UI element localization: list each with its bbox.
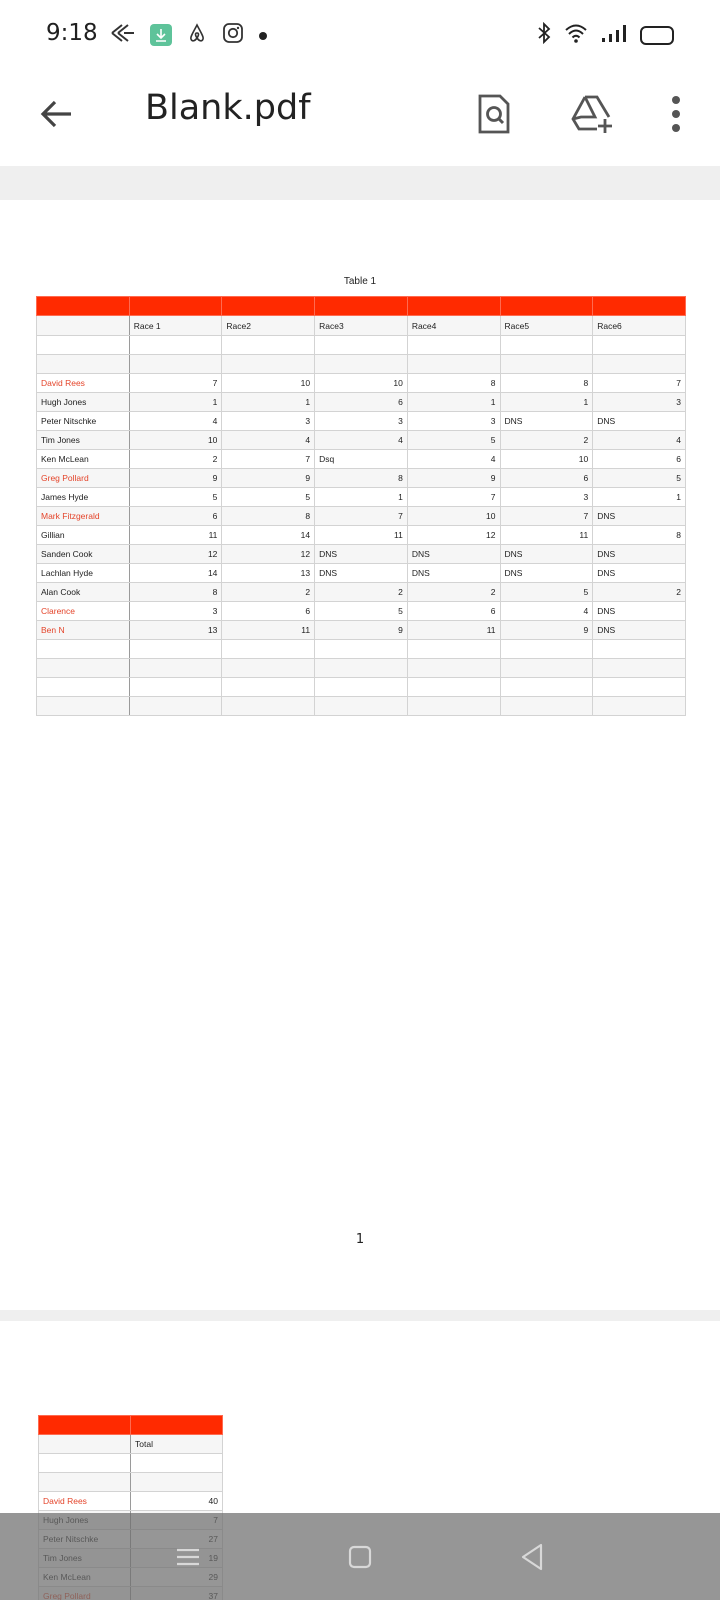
result-cell: 3 <box>315 412 408 431</box>
table-title: Table 1 <box>343 276 377 287</box>
table-cell <box>593 640 686 659</box>
header-band-cell <box>315 297 408 316</box>
result-cell: 4 <box>593 431 686 450</box>
result-cell: 2 <box>500 431 593 450</box>
empty-row <box>39 1454 223 1473</box>
result-cell: 4 <box>500 602 593 621</box>
column-header-cell: Race6 <box>593 316 686 336</box>
table-cell <box>407 697 500 716</box>
table-cell <box>593 659 686 678</box>
empty-row <box>37 640 686 659</box>
table-row <box>37 621 686 640</box>
home-button[interactable] <box>336 1533 384 1581</box>
result-cell: 4 <box>407 450 500 469</box>
table-cell <box>222 336 315 355</box>
table-cell <box>407 678 500 697</box>
table-row <box>37 393 686 412</box>
result-cell: 13 <box>129 621 222 640</box>
download-icon <box>150 24 172 46</box>
table-cell <box>129 640 222 659</box>
result-cell: 5 <box>129 488 222 507</box>
table-row <box>37 412 686 431</box>
table-cell <box>129 697 222 716</box>
dot-icon <box>258 26 268 45</box>
search-document-button[interactable] <box>468 88 520 140</box>
table-cell <box>39 1473 131 1492</box>
table-cell <box>500 678 593 697</box>
wifi-icon <box>564 23 588 47</box>
result-cell: 1 <box>593 488 686 507</box>
result-cell: 14 <box>222 526 315 545</box>
notification-icons <box>110 22 268 48</box>
table-row <box>37 374 686 393</box>
table-cell <box>222 640 315 659</box>
instagram-icon <box>222 22 244 48</box>
racer-name-cell: David Rees <box>37 374 130 393</box>
table-cell <box>593 697 686 716</box>
result-cell: 3 <box>500 488 593 507</box>
racer-name-cell: Greg Pollard <box>37 469 130 488</box>
table-cell <box>37 678 130 697</box>
table-cell <box>500 697 593 716</box>
table-cell <box>131 1473 223 1492</box>
table-cell <box>315 678 408 697</box>
status-time: 9:18 <box>46 20 98 46</box>
result-cell: 10 <box>129 431 222 450</box>
result-cell: DNS <box>593 507 686 526</box>
result-cell: 7 <box>500 507 593 526</box>
more-vert-icon <box>670 94 682 134</box>
column-header-cell: Race5 <box>500 316 593 336</box>
racer-name-cell: Gillian <box>37 526 130 545</box>
table-row <box>37 488 686 507</box>
column-header-cell <box>37 316 130 336</box>
result-cell: 9 <box>315 621 408 640</box>
table-row <box>37 507 686 526</box>
result-cell: 13 <box>222 564 315 583</box>
result-cell: 14 <box>129 564 222 583</box>
back-triangle-icon <box>518 1542 546 1572</box>
result-cell: 5 <box>407 431 500 450</box>
table-cell <box>315 640 408 659</box>
result-cell: 7 <box>407 488 500 507</box>
back-button[interactable] <box>30 88 82 140</box>
table-row <box>37 526 686 545</box>
result-cell: 7 <box>593 374 686 393</box>
result-cell: 10 <box>500 450 593 469</box>
empty-row <box>37 336 686 355</box>
result-cell: 2 <box>407 583 500 602</box>
racer-name-cell: Alan Cook <box>37 583 130 602</box>
table-cell <box>315 336 408 355</box>
header-band-cell <box>500 297 593 316</box>
result-cell: DNS <box>407 545 500 564</box>
header-band-cell <box>37 297 130 316</box>
column-header-row <box>39 1435 223 1454</box>
system-icons <box>536 22 674 48</box>
result-cell: 9 <box>500 621 593 640</box>
result-cell: 6 <box>593 450 686 469</box>
racer-name-cell: Clarence <box>37 602 130 621</box>
result-cell: 11 <box>222 621 315 640</box>
result-cell: 8 <box>593 526 686 545</box>
table-cell <box>37 697 130 716</box>
airbnb-icon <box>186 22 208 48</box>
result-cell: Dsq <box>315 450 408 469</box>
result-cell: 7 <box>315 507 408 526</box>
racer-name-cell: Peter Nitschke <box>37 412 130 431</box>
result-cell: 2 <box>593 583 686 602</box>
pdf-viewer[interactable] <box>0 166 720 1600</box>
result-cell: 5 <box>222 488 315 507</box>
table-cell <box>129 336 222 355</box>
result-cell: DNS <box>407 564 500 583</box>
recents-button[interactable] <box>164 1533 212 1581</box>
result-cell: DNS <box>593 621 686 640</box>
table-row <box>37 431 686 450</box>
result-cell: DNS <box>315 564 408 583</box>
table-cell <box>222 678 315 697</box>
result-cell: DNS <box>593 545 686 564</box>
table-row <box>39 1492 223 1511</box>
pdf-page-1 <box>0 200 720 1310</box>
table-header-band <box>37 297 686 316</box>
header-band-cell <box>222 297 315 316</box>
result-cell: 9 <box>129 469 222 488</box>
racer-name-cell: James Hyde <box>37 488 130 507</box>
table-header-band <box>39 1416 223 1435</box>
result-cell: 5 <box>500 583 593 602</box>
home-icon <box>346 1543 374 1571</box>
result-cell: 9 <box>222 469 315 488</box>
racer-name-cell: Mark Fitzgerald <box>37 507 130 526</box>
result-cell: 6 <box>129 507 222 526</box>
more-options-button[interactable] <box>650 88 702 140</box>
table-row <box>37 545 686 564</box>
table-cell <box>315 697 408 716</box>
result-cell: 7 <box>129 374 222 393</box>
result-cell: 5 <box>315 602 408 621</box>
result-cell: 3 <box>593 393 686 412</box>
table-cell <box>500 336 593 355</box>
add-to-drive-icon <box>569 93 615 135</box>
arrow-back-icon <box>38 96 74 132</box>
result-cell: 5 <box>593 469 686 488</box>
racer-name-cell: Tim Jones <box>37 431 130 450</box>
table-cell <box>315 355 408 374</box>
racer-name-cell: Ben N <box>37 621 130 640</box>
table-row <box>37 450 686 469</box>
result-cell: 8 <box>407 374 500 393</box>
result-cell: 6 <box>315 393 408 412</box>
table-cell <box>129 678 222 697</box>
table-cell <box>407 640 500 659</box>
status-bar <box>0 0 720 70</box>
column-header-cell: Race3 <box>315 316 408 336</box>
result-cell: 1 <box>315 488 408 507</box>
result-cell: 12 <box>129 545 222 564</box>
result-cell: 4 <box>129 412 222 431</box>
result-cell: DNS <box>593 412 686 431</box>
search-document-icon <box>476 92 512 136</box>
table-cell <box>407 336 500 355</box>
table-cell <box>407 355 500 374</box>
racer-name-cell: Sanden Cook <box>37 545 130 564</box>
header-band-cell <box>39 1416 131 1435</box>
table-cell <box>129 355 222 374</box>
table-row <box>37 583 686 602</box>
result-cell: 12 <box>222 545 315 564</box>
racer-name-cell: Lachlan Hyde <box>37 564 130 583</box>
racer-name-cell: David Rees <box>39 1492 131 1511</box>
result-cell: 2 <box>315 583 408 602</box>
table-cell <box>593 678 686 697</box>
result-cell: DNS <box>315 545 408 564</box>
result-cell: 6 <box>407 602 500 621</box>
result-cell: 11 <box>129 526 222 545</box>
result-cell: 10 <box>222 374 315 393</box>
column-header-cell: Race2 <box>222 316 315 336</box>
table-cell <box>129 659 222 678</box>
result-cell: 4 <box>222 431 315 450</box>
result-cell: DNS <box>593 564 686 583</box>
empty-row <box>39 1473 223 1492</box>
table-cell <box>500 640 593 659</box>
bluetooth-icon <box>536 22 552 48</box>
results-table <box>36 296 686 716</box>
page-number: 1 <box>355 1232 365 1247</box>
column-header-cell: Race4 <box>407 316 500 336</box>
table-cell <box>39 1454 131 1473</box>
table-cell <box>500 659 593 678</box>
result-cell: 3 <box>222 412 315 431</box>
table-cell <box>407 659 500 678</box>
total-cell: 40 <box>131 1492 223 1511</box>
result-cell: 8 <box>222 507 315 526</box>
result-cell: DNS <box>500 545 593 564</box>
document-title: Blank.pdf <box>145 88 311 128</box>
result-cell: 8 <box>129 583 222 602</box>
table-row <box>37 602 686 621</box>
header-band-cell <box>593 297 686 316</box>
result-cell: 7 <box>222 450 315 469</box>
table-cell <box>37 640 130 659</box>
result-cell: 3 <box>129 602 222 621</box>
table-cell <box>222 355 315 374</box>
result-cell: 12 <box>407 526 500 545</box>
result-cell: 9 <box>407 469 500 488</box>
result-cell: 2 <box>129 450 222 469</box>
result-cell: 6 <box>500 469 593 488</box>
result-cell: 11 <box>315 526 408 545</box>
battery-icon <box>640 26 674 45</box>
result-cell: 8 <box>315 469 408 488</box>
result-cell: 10 <box>407 507 500 526</box>
add-to-drive-button[interactable] <box>566 88 618 140</box>
app-bar <box>0 70 720 166</box>
table-cell <box>593 336 686 355</box>
result-cell: 1 <box>500 393 593 412</box>
result-cell: 8 <box>500 374 593 393</box>
signal-icon <box>600 23 628 47</box>
racer-name-cell: Hugh Jones <box>37 393 130 412</box>
header-band-cell <box>407 297 500 316</box>
table-row <box>37 564 686 583</box>
result-cell: 1 <box>129 393 222 412</box>
empty-row <box>37 355 686 374</box>
header-band-cell <box>131 1416 223 1435</box>
result-cell: DNS <box>593 602 686 621</box>
result-cell: DNS <box>500 412 593 431</box>
result-cell: 1 <box>222 393 315 412</box>
column-header-cell: Total <box>131 1435 223 1454</box>
result-cell: 6 <box>222 602 315 621</box>
empty-row <box>37 659 686 678</box>
table-cell <box>37 659 130 678</box>
result-cell: 2 <box>222 583 315 602</box>
result-cell: 1 <box>407 393 500 412</box>
table-cell <box>37 336 130 355</box>
result-cell: 10 <box>315 374 408 393</box>
table-cell <box>315 659 408 678</box>
result-cell: 11 <box>407 621 500 640</box>
table-cell <box>222 659 315 678</box>
column-header-cell: Race 1 <box>129 316 222 336</box>
table-cell <box>593 355 686 374</box>
result-cell: 11 <box>500 526 593 545</box>
column-header-cell <box>39 1435 131 1454</box>
result-cell: 4 <box>315 431 408 450</box>
table-cell <box>500 355 593 374</box>
racer-name-cell: Ken McLean <box>37 450 130 469</box>
recents-icon <box>174 1543 202 1571</box>
header-band-cell <box>129 297 222 316</box>
empty-row <box>37 678 686 697</box>
table-row <box>37 469 686 488</box>
table-cell <box>222 697 315 716</box>
empty-row <box>37 697 686 716</box>
table-cell <box>131 1454 223 1473</box>
back-nav-button[interactable] <box>508 1533 556 1581</box>
direction-icon <box>110 23 136 47</box>
result-cell: DNS <box>500 564 593 583</box>
result-cell: 3 <box>407 412 500 431</box>
column-header-row <box>37 316 686 336</box>
navigation-bar <box>0 1513 720 1600</box>
table-cell <box>37 355 130 374</box>
